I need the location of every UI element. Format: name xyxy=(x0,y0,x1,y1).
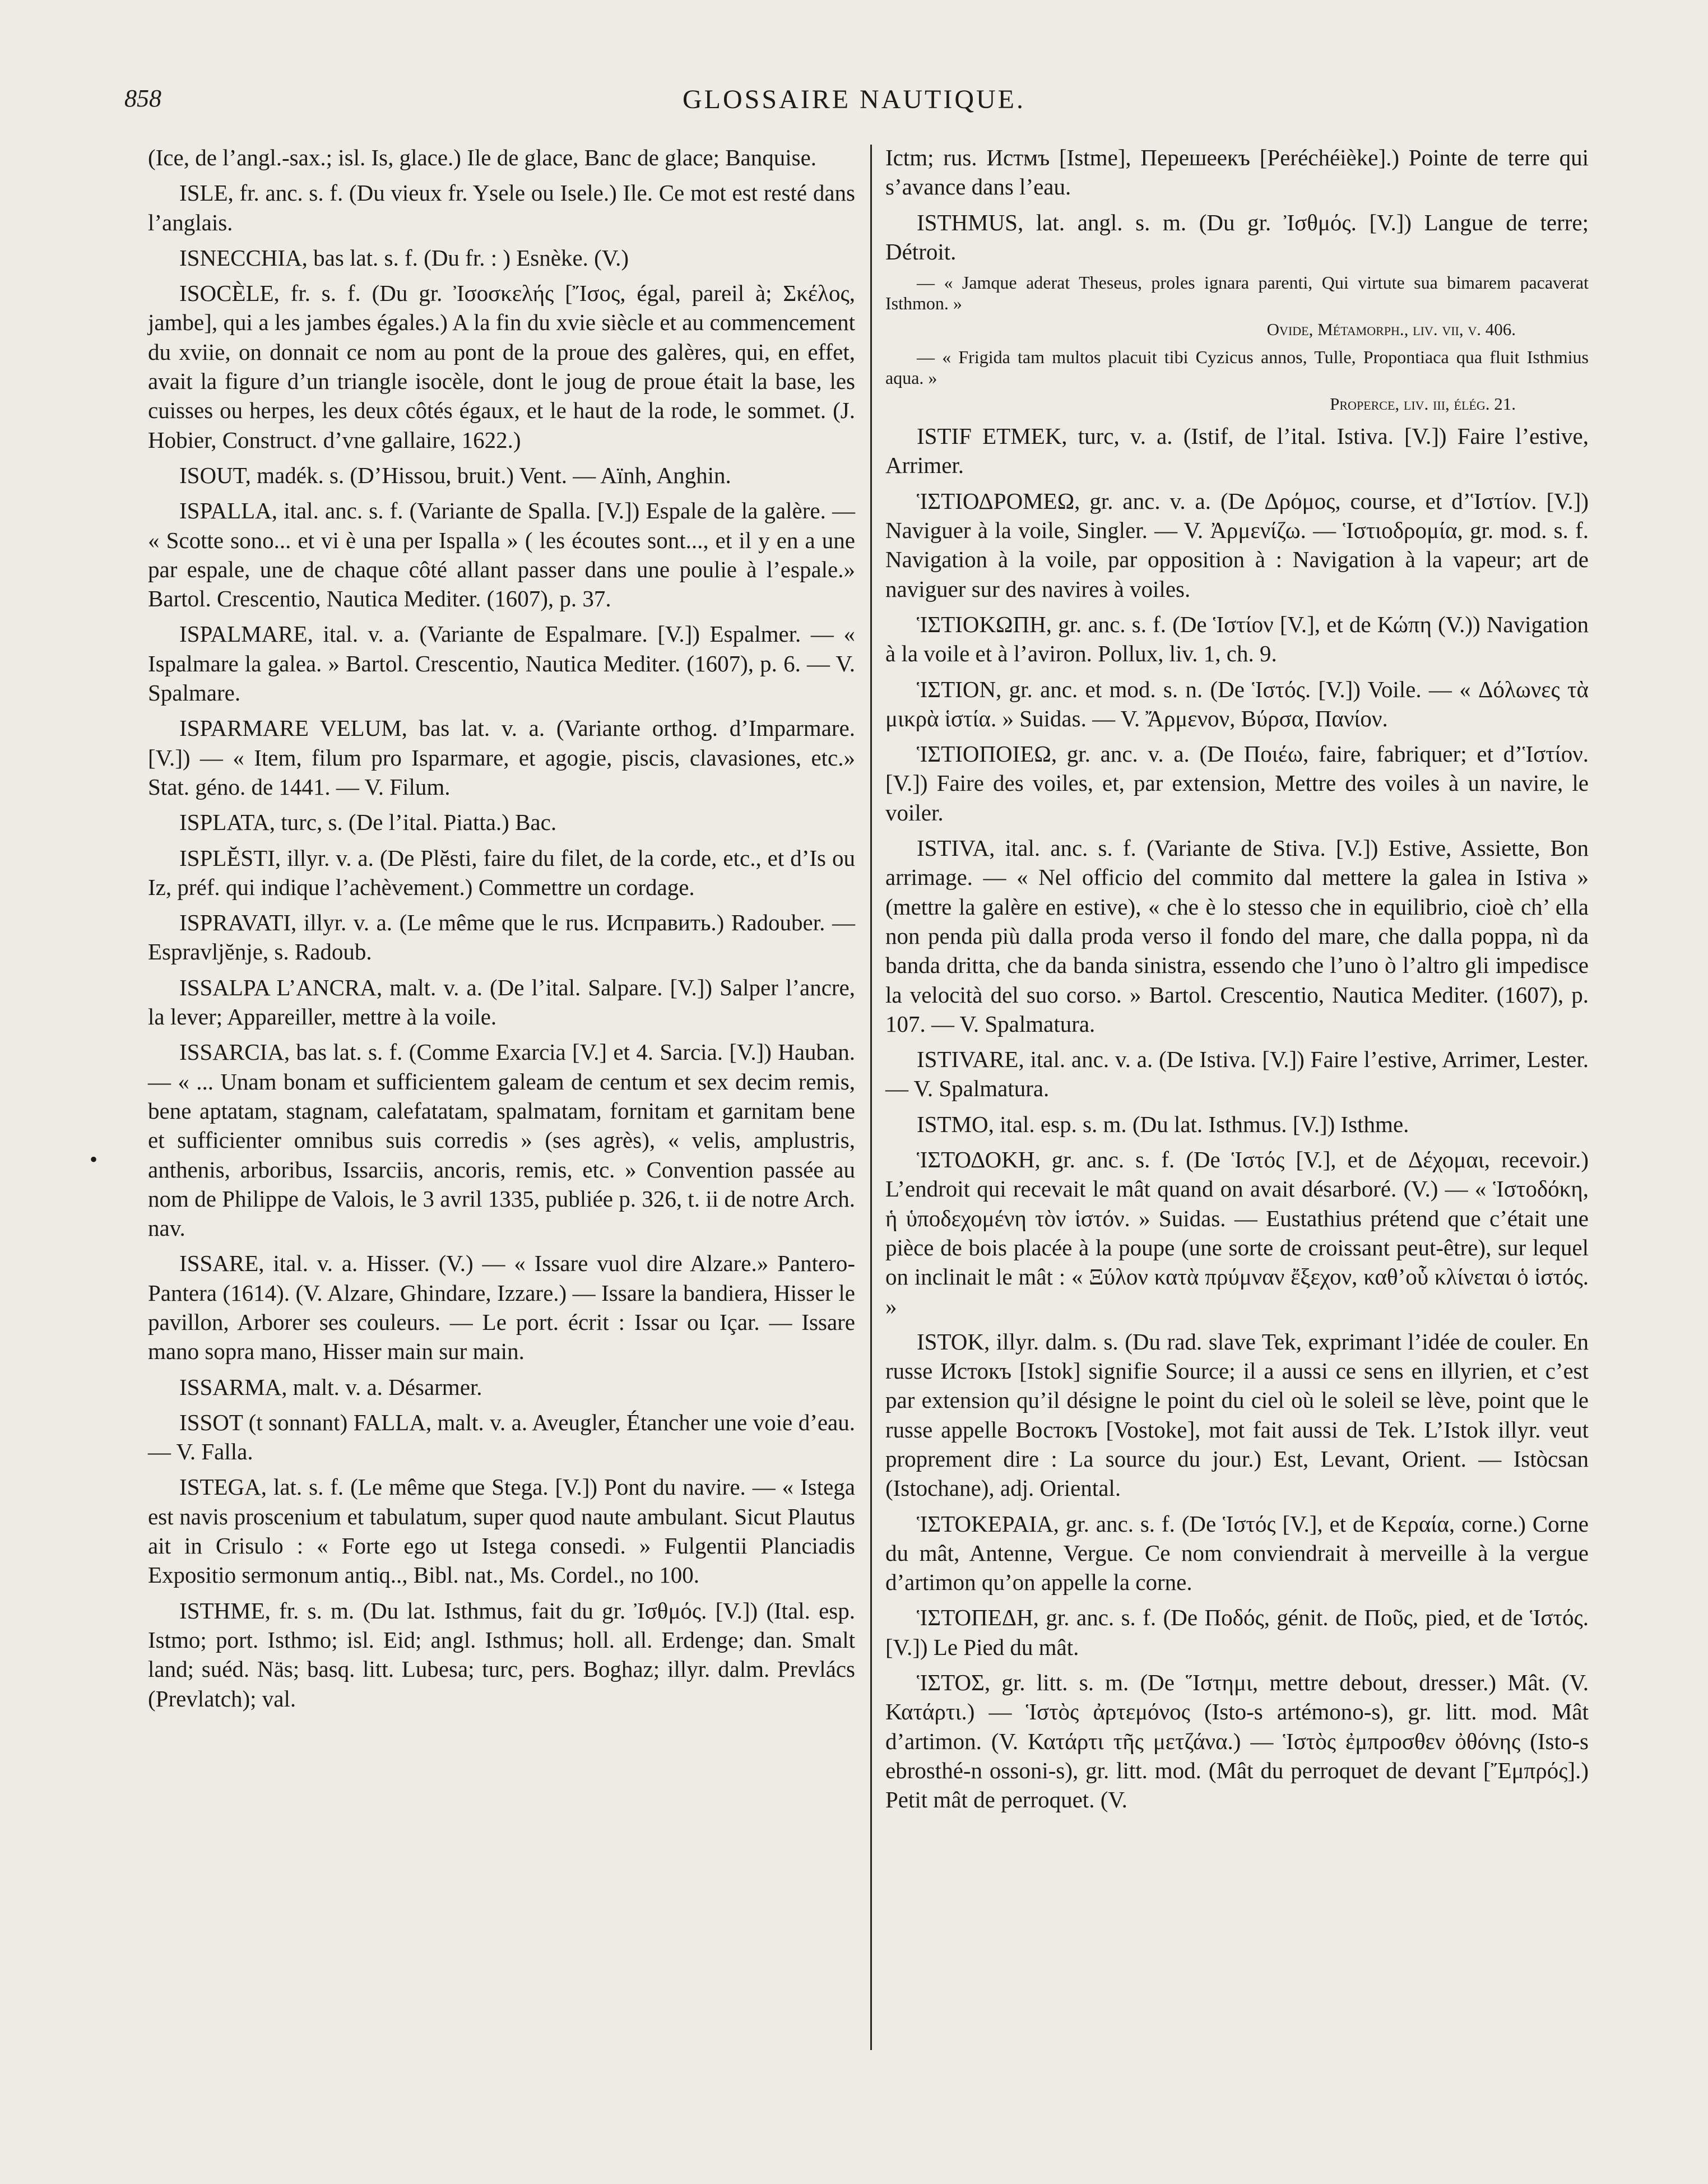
quote-source-ovide: Ovide, Métamorph., liv. vii, v. 406. xyxy=(1266,319,1516,340)
entry-isthme-continued: Ictm; rus. Истмъ [Istme], Перешеекъ [Peréchéièke].) Pointe de terre qui s’avance dans l’eau. xyxy=(885,145,1589,200)
entry-issalpa-lancra: ISSALPA L’ANCRA, malt. v. a. (De l’ital. Salpare. [V.]) Salper l’ancre, la lever; Appareiller, mettre à la voile. xyxy=(148,974,855,1030)
entry-issarcia: ISSARCIA, bas lat. s. f. (Comme Exarcia [V.] et 4. Sarcia. [V.]) Hauban. — « ... Unam bonam et sufficientem galeam de centum et sex decim remis, bene aptatam, stagnam, calefatatam, spalmatam, fornitam et garnitam bene et sufficienter omnibus suis corredis » (ses agrès), « velis, amplustris, anthenis, arboribus, Issarciis, ancoris, remis, etc. » Convention passée au nom de Philippe de Valois, le 3 avril 1335, publiée p. 326, t. ii de notre Arch. nav. xyxy=(148,1039,855,1241)
entry-isthmus: ISTHMUS, lat. angl. s. m. (Du gr. Ἰσθμός. [V.]) Langue de terre; Détroit. xyxy=(885,209,1589,265)
entry-ispalmare: ISPALMARE, ital. v. a. (Variante de Espalmare. [V.]) Espalmer. — « Ispalmare la galea. » Bartol. Crescentio, Nautica Mediter. (1607), p. 6. — V. Spalmare. xyxy=(148,621,855,706)
entry-isplata: ISPLATA, turc, s. (De l’ital. Piatta.) Bac. xyxy=(179,809,557,836)
column-divider xyxy=(870,145,872,2050)
entry-isthme: ISTHME, fr. s. m. (Du lat. Isthmus, fait du gr. Ἰσθμός. [V.]) (Ital. esp. Istmo; port. Isthmo; isl. Eid; angl. Isthmus; holl. all. Erdenge; dan. Smalt land; suéd. Näs; basq. litt. Lubesa; turc, pers. Boghaz; illyr. dalm. Prevlács (Prevlatch); val. xyxy=(148,1597,855,1712)
entry-isle: ISLE, fr. anc. s. f. (Du vieux fr. Ysele ou Isele.) Ile. Ce mot est resté dans l’anglais. xyxy=(148,180,855,235)
entry-istos: ἹΣΤΟΣ, gr. litt. s. m. (De Ἵστημι, mettre debout, dresser.) Mât. (V. Κατάρτι.) — Ἱστὸς ἀρτεμόνος (Isto-s artémono-s), gr. litt. mod. Mât d’artimon. (V. Κατάρτι τῆς μετζάνα.) — Ἱστὸς ἐμπροσθεν ὀθόνης (Isto-s ebrosthé-n ossoni-s), gr. litt. mod. (Mât du perroquet de devant [Ἔμπρός].) Petit mât de perroquet. (V. xyxy=(885,1670,1589,1813)
entry-istopede: ἹΣΤΟΠΕΔΗ, gr. anc. s. f. (De Ποδός, génit. de Ποῦς, pied, et de Ἱστός. [V.]) Le Pied du mât. xyxy=(885,1605,1589,1660)
right-column xyxy=(885,143,1589,2093)
entry-istmo: ISTMO, ital. esp. s. m. (Du lat. Isthmus. [V.]) Isthme. xyxy=(917,1111,1409,1137)
entry-istiva: ISTIVA, ital. anc. s. f. (Variante de Stiva. [V.]) Estive, Assiette, Bon arrimage. — « Nel officio del commito dal mettere la galea in Istiva » (mettre la galère en estive), « che è lo stesso che in equilibrio, cioè ch’ ella non penda più dalla proda verso il fondo del mare, che dalla poppa, nì da banda dritta, che da banda sinistra, essendo che l’uno ò l’altro gli impedisce la velocità del suo corso. » Bartol. Crescentio, Nautica Mediter. (1607), p. 107. — V. Spalmatura. xyxy=(885,835,1589,1037)
entry-issarma: ISSARMA, malt. v. a. Désarmer. xyxy=(179,1374,482,1400)
entry-istiopoieo: ἹΣΤΙΟΠΟΙΕΩ, gr. anc. v. a. (De Ποιέω, faire, fabriquer; et d’Ἱστίον. [V.]) Faire des voiles, et, par extension, Mettre des voiles à un navire, le voiler. xyxy=(885,741,1589,826)
entry-istodoke: ἹΣΤΟΔΟΚΗ, gr. anc. s. f. (De Ἱστός [V.], et de Δέχομαι, recevoir.) L’endroit qui recevait le mât quand on avait désarboré. (V.) — « Ἱστοδόκη, ἡ ὑποδεχομένη τὸν ἱστόν. » Suidas. — Eustathius prétend que c’était une pièce de bois placée à la poupe (une sorte de croissant peut-être), sur lequel on inclinait le mât : « Ξύλον κατὰ πρύμναν ἔξεχον, καθ’οὗ κλίνεται ὁ ἱστός. » xyxy=(885,1147,1589,1319)
entry-istega: ISTEGA, lat. s. f. (Le même que Stega. [V.]) Pont du navire. — « Istega est navis proscenium et tabulatum, super quod naute ambulant. Sicut Plautus ait in Crisulo : « Forte ego ut Istega consedi. » Fulgentii Planciadis Expositio sermonum antiq.., Bibl. nat., Ms. Cordel., no 100. xyxy=(148,1474,855,1588)
entry-istokeraia: ἹΣΤΟΚΕΡΑΙΑ, gr. anc. s. f. (De Ἱστός [V.], et de Κεραία, corne.) Corne du mât, Antenne, Vergue. Ce nom conviendrait à merveille à la vergue d’artimon qu’on appelle la corne. xyxy=(885,1510,1589,1596)
entry-isparmare-velum: ISPARMARE VELUM, bas lat. v. a. (Variante orthog. d’Imparmare. [V.]) — « Item, filum pro Isparmare, et agogie, piscis, clavasiones, etc.» Stat. géno. de 1441. — V. Filum. xyxy=(148,715,855,800)
quote-properce: — « Frigida tam multos placuit tibi Cyzicus annos, Tulle, Propontiaca qua fluit Isthmius aqua. » xyxy=(885,347,1589,388)
entry-istivare: ISTIVARE, ital. anc. v. a. (De Istiva. [V.]) Faire l’estive, Arrimer, Lester. — V. Spalmatura. xyxy=(885,1046,1589,1102)
entry-istif-etmek: ISTIF ETMEK, turc, v. a. (Istif, de l’ital. Istiva. [V.]) Faire l’estive, Arrimer. xyxy=(885,423,1589,479)
entry-ispravati: ISPRAVATI, illyr. v. a. (Le même que le rus. Исправить.) Radouber. — Espravljĕnje, s. Radoub. xyxy=(148,910,855,965)
entry-istion: ἹΣΤΙΟΝ, gr. anc. et mod. s. n. (De Ἱστός. [V.]) Voile. — « Δόλωνες τὰ μικρὰ ἱστία. » Suidas. — V. Ἄρμενον, Βύρσα, Πανίον. xyxy=(885,676,1589,731)
quote-ovide: — « Jamque aderat Theseus, proles ignara parenti, Qui virtute sua bimarem pacaverat Isthmon. » xyxy=(885,272,1589,314)
entry-istiodromeo: ἹΣΤΙΟΔΡΟΜΕΩ, gr. anc. v. a. (De Δρόμος, course, et d’Ἱστίον. [V.]) Naviguer à la voile, Singler. — V. Ἀρμενίζω. — Ἱστιοδρομία, gr. mod. s. f. Navigation à la voile, par opposition à : Navigation à la vapeur; art de naviguer sur des navires à voiles. xyxy=(885,488,1589,602)
quote-source-properce: Properce, liv. iii, élég. 21. xyxy=(1330,394,1516,414)
entry-ice: (Ice, de l’angl.-sax.; isl. Is, glace.) Ile de glace, Banc de glace; Banquise. xyxy=(148,145,817,170)
entry-isplesti: ISPLĔSTI, illyr. v. a. (De Plĕsti, faire du filet, de la corde, etc., et d’Is ou Iz, préf. qui indique l’achèvement.) Commettre un cordage. xyxy=(148,845,855,900)
entry-isnecchia: ISNECCHIA, bas lat. s. f. (Du fr. : ) Esnèke. (V.) xyxy=(179,244,629,271)
entry-issot-falla: ISSOT (t sonnant) FALLA, malt. v. a. Aveugler, Étancher une voie d’eau. — V. Falla. xyxy=(148,1409,855,1465)
entry-ispalla: ISPALLA, ital. anc. s. f. (Variante de Spalla. [V.]) Espale de la galère. — « Scotte sono... et vi è una per Ispalla » ( les écoutes sont..., et il y en a une par espale, une de chaque côté allant passer dans une poulie à l’espale.» Bartol. Crescentio, Nautica Mediter. (1607), p. 37. xyxy=(148,498,855,612)
entry-istok: ISTOK, illyr. dalm. s. (Du rad. slave Tek, exprimant l’idée de couler. En russe Истокъ [Istok] signifie Source; il a aussi ce sens en illyrien, et c’est par extension qu’il désigne le point du ciel où le soleil se lève, point que le russe appelle Востокъ [Vostoke], mot fait aussi de Tek. L’Istok illyr. veut proprement dire : La source du jour.) Est, Levant, Orient. — Istòcsan (Istochane), adj. Oriental. xyxy=(885,1328,1589,1501)
entry-isout: ISOUT, madék. s. (D’Hissou, bruit.) Vent. — Aïnh, Anghin. xyxy=(179,462,731,488)
entry-istiokope: ἹΣΤΙΟΚΩΠΗ, gr. anc. s. f. (De Ἱστίον [V.], et de Κώπη (V.)) Navigation à la voile et à l’aviron. Pollux, liv. 1, ch. 9. xyxy=(885,611,1589,667)
left-column xyxy=(148,143,855,2093)
running-title: GLOSSAIRE NAUTIQUE. xyxy=(683,85,1025,114)
page-number: 858 xyxy=(124,85,161,112)
entry-issare: ISSARE, ital. v. a. Hisser. (V.) — « Issare vuol dire Alzare.» Pantero-Pantera (1614). (V. Alzare, Ghindare, Izzare.) — Issare la bandiera, Hisser le pavillon, Arborer ses couleurs. — Le port. écrit : Issar ou Içar. — Issare mano sopra mano, Hisser main sur main. xyxy=(148,1250,855,1365)
entry-isocele: ISOCÈLE, fr. s. f. (Du gr. Ἰσοσκελής [Ἴσος, égal, pareil à; Σκέλος, jambe], qui a les jambes égales.) A la fin du xvie siècle et au commencement du xviie, on donnait ce nom au pont de la proue des galères, qui, en effet, avait la figure d’un triangle isocèle, dont le joug de proue était la base, les cuisses ou herpes, les deux côtés égaux, et le haut de la rode, le sommet. (J. Hobier, Construct. d’vne gallaire, 1622.) xyxy=(148,280,855,453)
margin-mark: • xyxy=(90,1147,98,1172)
